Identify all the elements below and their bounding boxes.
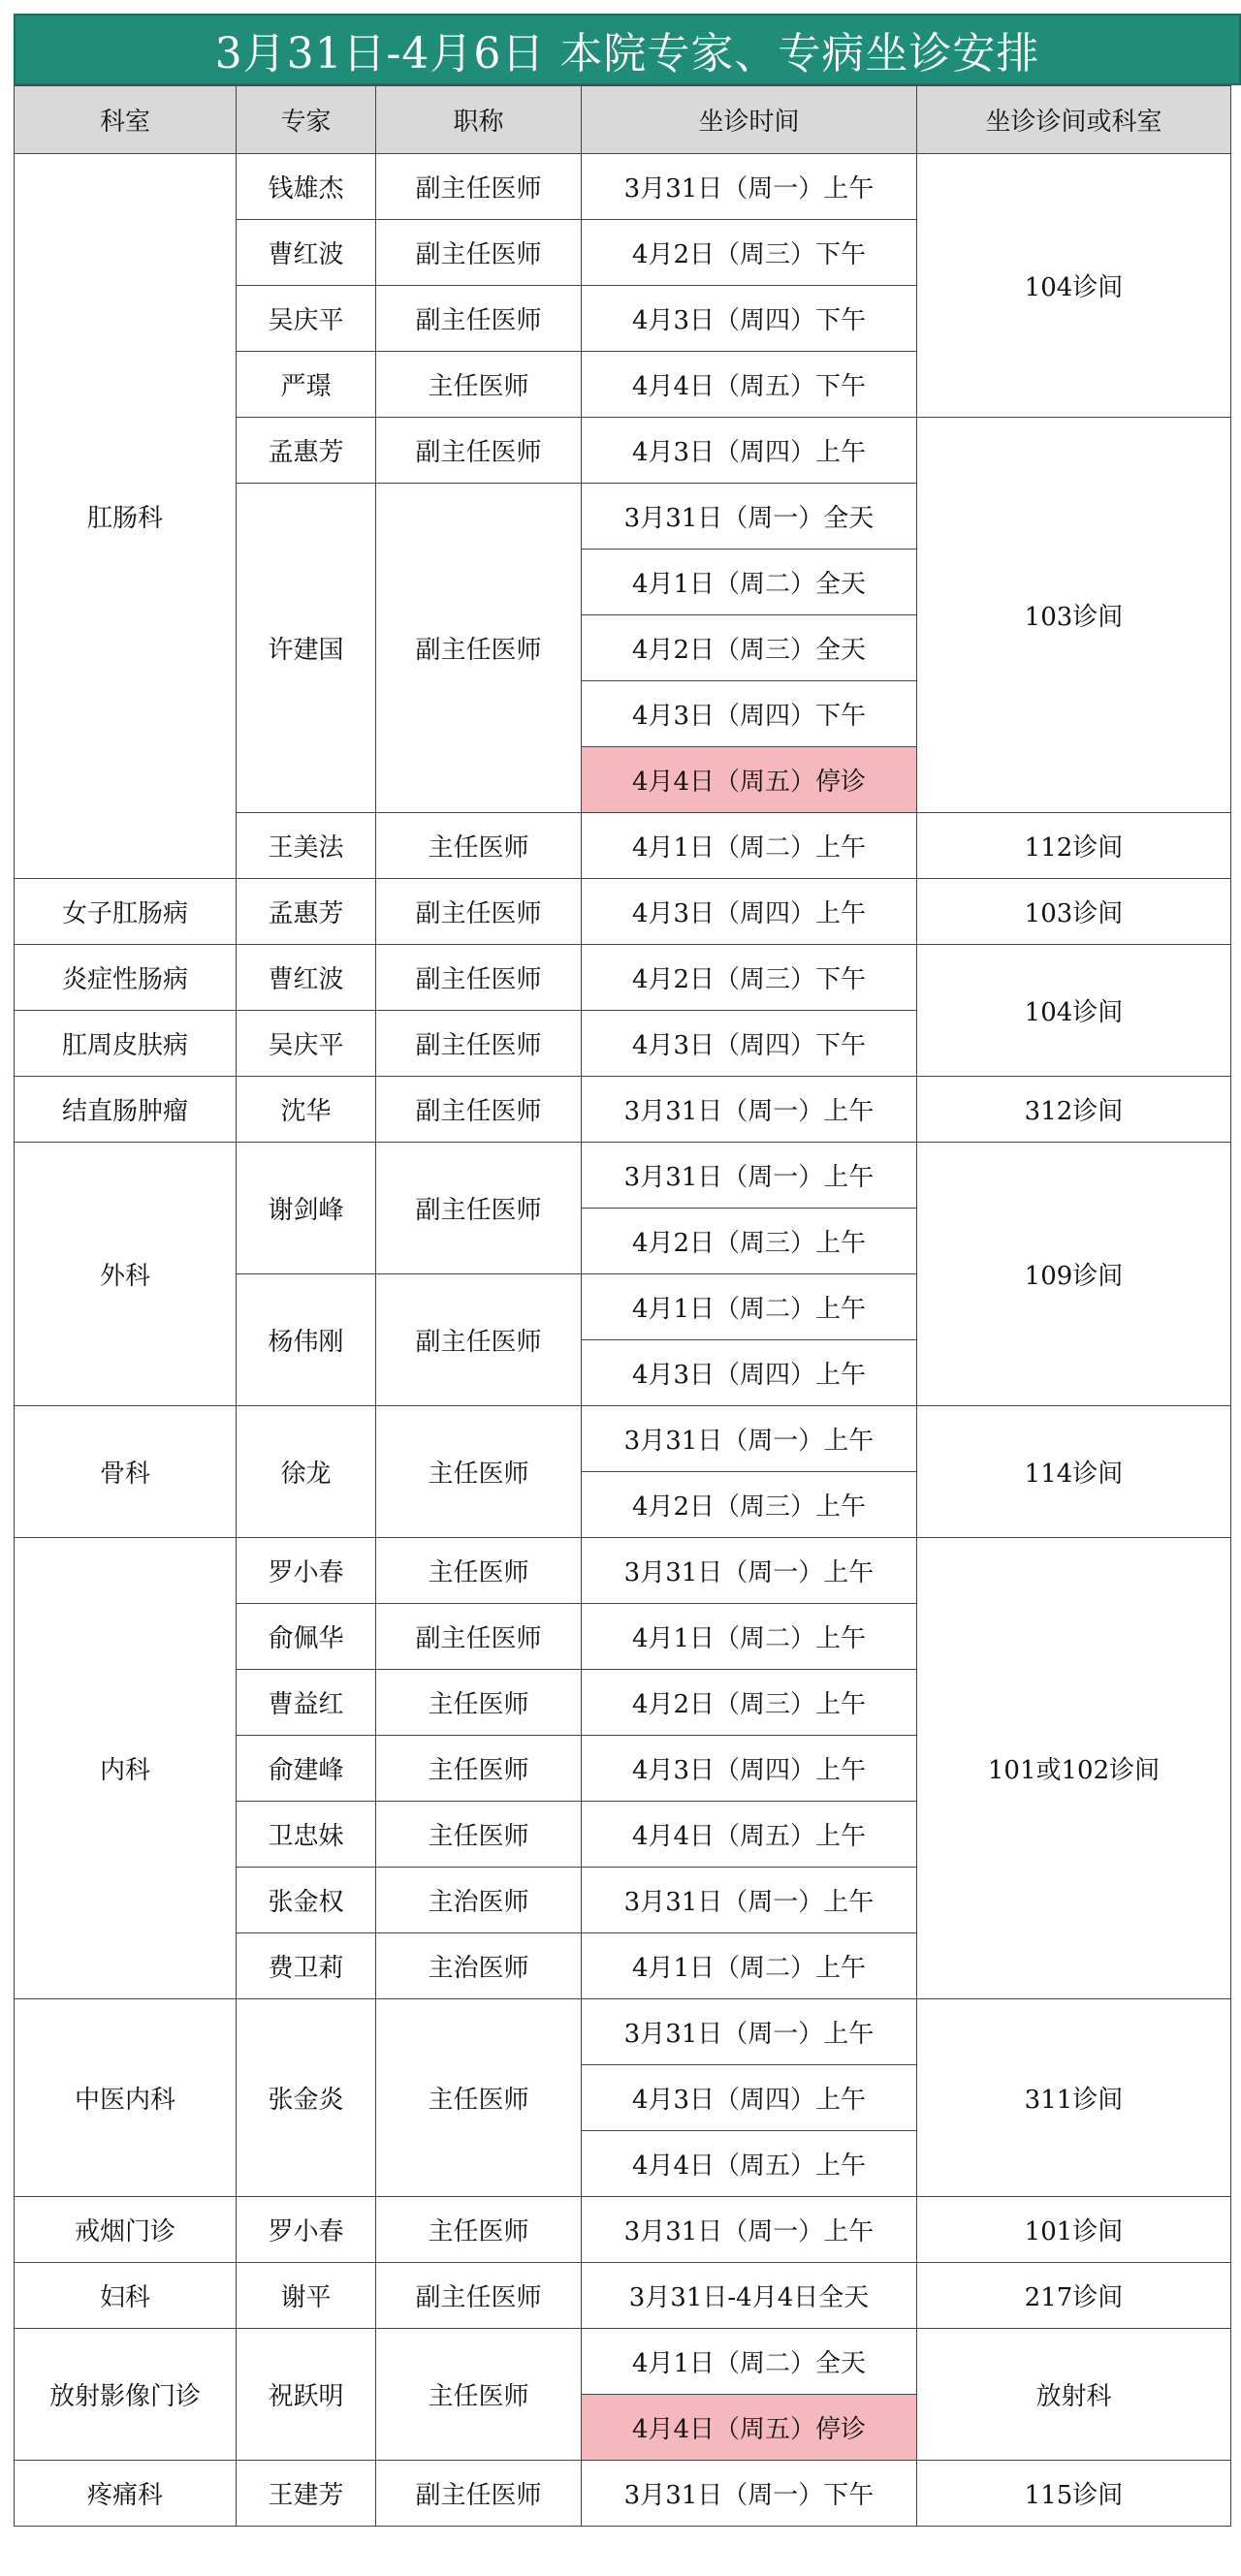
time-cell: 3月31日-4月4日全天: [582, 2263, 917, 2329]
rank-cell: 副主任医师: [376, 879, 582, 945]
expert-cell: 祝跃明: [237, 2329, 376, 2461]
rank-cell: 主任医师: [376, 1736, 582, 1802]
room-cell: 104诊间: [917, 945, 1231, 1077]
rank-cell: 副主任医师: [376, 418, 582, 484]
department-cell: 外科: [15, 1143, 237, 1406]
department-cell: 结直肠肿瘤: [15, 1077, 237, 1143]
expert-cell: 王建芳: [237, 2461, 376, 2527]
header-title: 职称: [376, 86, 582, 154]
rank-cell: 副主任医师: [376, 1077, 582, 1143]
room-cell: 103诊间: [917, 879, 1231, 945]
time-cell: 4月4日（周五）上午: [582, 2131, 917, 2197]
room-cell: 放射科: [917, 2329, 1231, 2461]
expert-cell: 严璟: [237, 352, 376, 418]
suspended-time-cell: 4月4日（周五）停诊: [582, 747, 917, 813]
time-cell: 3月31日（周一）下午: [582, 2461, 917, 2527]
expert-cell: 罗小春: [237, 2197, 376, 2263]
time-cell: 4月2日（周三）下午: [582, 220, 917, 286]
department-cell: 内科: [15, 1538, 237, 1999]
rank-cell: 主任医师: [376, 2197, 582, 2263]
expert-cell: 谢平: [237, 2263, 376, 2329]
expert-cell: 孟惠芳: [237, 418, 376, 484]
rank-cell: 副主任医师: [376, 484, 582, 813]
time-cell: 4月1日（周二）上午: [582, 1933, 917, 1999]
header-time: 坐诊时间: [582, 86, 917, 154]
header-room: 坐诊诊间或科室: [917, 86, 1231, 154]
time-cell: 3月31日（周一）上午: [582, 154, 917, 220]
time-cell: 4月3日（周四）上午: [582, 1736, 917, 1802]
table-row: [15, 2329, 1231, 2395]
rank-cell: 主治医师: [376, 1868, 582, 1933]
header-row: [15, 86, 1231, 154]
header-department: 科室: [15, 86, 237, 154]
expert-cell: 俞建峰: [237, 1736, 376, 1802]
rank-cell: 主任医师: [376, 2329, 582, 2461]
table-row: [15, 879, 1231, 945]
table-row: [15, 1406, 1231, 1472]
time-cell: 3月31日（周一）上午: [582, 1077, 917, 1143]
table-row: [15, 1143, 1231, 1209]
room-cell: 115诊间: [917, 2461, 1231, 2527]
table-row: [15, 945, 1231, 1011]
room-cell: 114诊间: [917, 1406, 1231, 1538]
time-cell: 3月31日（周一）全天: [582, 484, 917, 550]
rank-cell: 主任医师: [376, 1538, 582, 1604]
time-cell: 4月4日（周五）上午: [582, 1802, 917, 1868]
table-row: [15, 2197, 1231, 2263]
room-cell: 101诊间: [917, 2197, 1231, 2263]
page-title: 3月31日-4月6日 本院专家、专病坐诊安排: [14, 14, 1241, 85]
time-cell: 4月1日（周二）全天: [582, 550, 917, 615]
room-cell: 103诊间: [917, 418, 1231, 813]
expert-cell: 曹红波: [237, 220, 376, 286]
expert-cell: 曹益红: [237, 1670, 376, 1736]
rank-cell: 副主任医师: [376, 1011, 582, 1077]
time-cell: 4月1日（周二）上午: [582, 813, 917, 879]
time-cell: 3月31日（周一）上午: [582, 1868, 917, 1933]
schedule-sheet: [14, 14, 1241, 2527]
time-cell: 4月3日（周四）下午: [582, 286, 917, 352]
time-cell: 4月2日（周三）上午: [582, 1670, 917, 1736]
expert-cell: 吴庆平: [237, 286, 376, 352]
rank-cell: 主任医师: [376, 352, 582, 418]
expert-cell: 张金炎: [237, 1999, 376, 2197]
table-row: [15, 1999, 1231, 2065]
time-cell: 4月3日（周四）上午: [582, 1340, 917, 1406]
rank-cell: 副主任医师: [376, 1604, 582, 1670]
rank-cell: 主任医师: [376, 1670, 582, 1736]
expert-cell: 许建国: [237, 484, 376, 813]
expert-cell: 卫忠妹: [237, 1802, 376, 1868]
rank-cell: 副主任医师: [376, 286, 582, 352]
department-cell: 肛肠科: [15, 154, 237, 879]
time-cell: 4月3日（周四）下午: [582, 681, 917, 747]
department-cell: 妇科: [15, 2263, 237, 2329]
time-cell: 4月2日（周三）上午: [582, 1472, 917, 1538]
room-cell: 109诊间: [917, 1143, 1231, 1406]
time-cell: 4月4日（周五）下午: [582, 352, 917, 418]
department-cell: 戒烟门诊: [15, 2197, 237, 2263]
expert-cell: 曹红波: [237, 945, 376, 1011]
expert-cell: 谢剑峰: [237, 1143, 376, 1274]
time-cell: 4月3日（周四）上午: [582, 418, 917, 484]
rank-cell: 副主任医师: [376, 154, 582, 220]
time-cell: 3月31日（周一）上午: [582, 1999, 917, 2065]
room-cell: 112诊间: [917, 813, 1231, 879]
expert-cell: 俞佩华: [237, 1604, 376, 1670]
department-cell: 放射影像门诊: [15, 2329, 237, 2461]
table-row: [15, 2461, 1231, 2527]
room-cell: 311诊间: [917, 1999, 1231, 2197]
department-cell: 肛周皮肤病: [15, 1011, 237, 1077]
rank-cell: 副主任医师: [376, 1274, 582, 1406]
time-cell: 4月1日（周二）全天: [582, 2329, 917, 2395]
schedule-table: [14, 85, 1231, 2527]
table-row: [15, 154, 1231, 220]
table-row: [15, 2263, 1231, 2329]
department-cell: 疼痛科: [15, 2461, 237, 2527]
expert-cell: 徐龙: [237, 1406, 376, 1538]
table-row: [15, 1077, 1231, 1143]
rank-cell: 主治医师: [376, 1933, 582, 1999]
suspended-time-cell: 4月4日（周五）停诊: [582, 2395, 917, 2461]
expert-cell: 吴庆平: [237, 1011, 376, 1077]
rank-cell: 副主任医师: [376, 2461, 582, 2527]
time-cell: 4月1日（周二）上午: [582, 1604, 917, 1670]
rank-cell: 副主任医师: [376, 220, 582, 286]
department-cell: 中医内科: [15, 1999, 237, 2197]
expert-cell: 钱雄杰: [237, 154, 376, 220]
time-cell: 3月31日（周一）上午: [582, 1538, 917, 1604]
expert-cell: 罗小春: [237, 1538, 376, 1604]
time-cell: 4月2日（周三）全天: [582, 615, 917, 681]
room-cell: 217诊间: [917, 2263, 1231, 2329]
table-row: [15, 1538, 1231, 1604]
department-cell: 骨科: [15, 1406, 237, 1538]
expert-cell: 费卫莉: [237, 1933, 376, 1999]
time-cell: 4月2日（周三）上午: [582, 1209, 917, 1274]
department-cell: 炎症性肠病: [15, 945, 237, 1011]
time-cell: 3月31日（周一）上午: [582, 1406, 917, 1472]
expert-cell: 王美法: [237, 813, 376, 879]
time-cell: 4月3日（周四）上午: [582, 879, 917, 945]
rank-cell: 主任医师: [376, 1802, 582, 1868]
rank-cell: 副主任医师: [376, 1143, 582, 1274]
expert-cell: 沈华: [237, 1077, 376, 1143]
time-cell: 4月1日（周二）上午: [582, 1274, 917, 1340]
rank-cell: 主任医师: [376, 1406, 582, 1538]
room-cell: 101或102诊间: [917, 1538, 1231, 1999]
expert-cell: 孟惠芳: [237, 879, 376, 945]
time-cell: 3月31日（周一）上午: [582, 1143, 917, 1209]
department-cell: 女子肛肠病: [15, 879, 237, 945]
time-cell: 4月3日（周四）上午: [582, 2065, 917, 2131]
room-cell: 104诊间: [917, 154, 1231, 418]
rank-cell: 主任医师: [376, 813, 582, 879]
rank-cell: 主任医师: [376, 1999, 582, 2197]
time-cell: 4月2日（周三）下午: [582, 945, 917, 1011]
room-cell: 312诊间: [917, 1077, 1231, 1143]
header-expert: 专家: [237, 86, 376, 154]
rank-cell: 副主任医师: [376, 2263, 582, 2329]
time-cell: 4月3日（周四）下午: [582, 1011, 917, 1077]
expert-cell: 张金权: [237, 1868, 376, 1933]
expert-cell: 杨伟刚: [237, 1274, 376, 1406]
time-cell: 3月31日（周一）上午: [582, 2197, 917, 2263]
rank-cell: 副主任医师: [376, 945, 582, 1011]
